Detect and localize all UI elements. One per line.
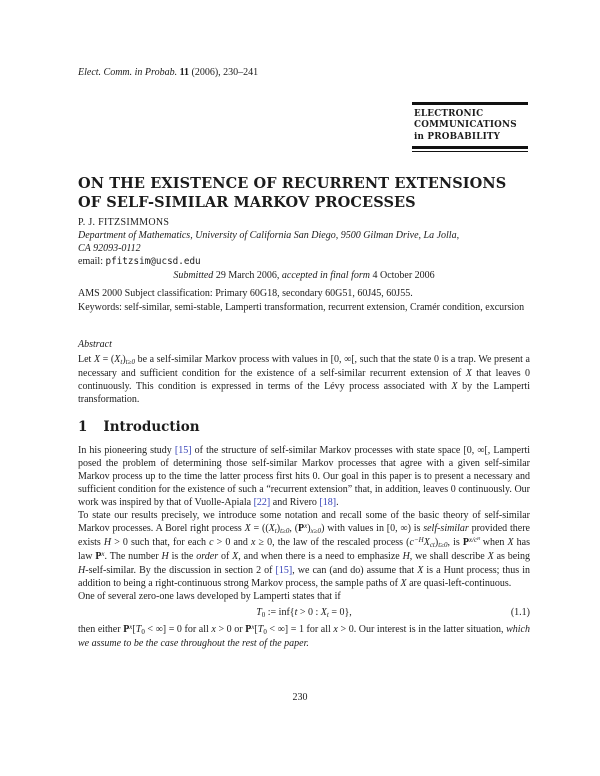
text-run: X <box>320 607 327 618</box>
text-run: by the Lamperti transformation. <box>78 381 530 405</box>
text-run: ) <box>434 537 439 548</box>
text-run: X <box>487 551 494 562</box>
section-heading-introduction <box>78 419 530 435</box>
masthead-line: COMMUNICATIONS <box>414 120 517 130</box>
text-run: = ( <box>100 354 115 365</box>
citation-link[interactable]: [15] <box>275 565 293 576</box>
text-run: has law <box>78 537 531 562</box>
text-run: H <box>78 565 86 576</box>
text-run: Submitted <box>173 270 214 281</box>
equation-label: (1.1) <box>510 607 530 618</box>
text-run: P <box>123 624 130 635</box>
abstract-heading: Abstract <box>78 339 112 350</box>
author-affiliation <box>78 230 530 255</box>
masthead-line: in PROBABILITY <box>414 131 501 142</box>
text-run: ) <box>307 523 311 534</box>
text-run: x <box>251 537 256 548</box>
text-run: −H <box>413 535 424 544</box>
submission-dates <box>78 270 530 281</box>
text-run: > 0. Our interest is in the latter situation, <box>337 624 507 635</box>
text-run: . The number <box>104 551 162 562</box>
text-run: > 0 : <box>297 607 321 618</box>
journal-masthead <box>412 102 528 152</box>
text-run: of <box>218 551 233 562</box>
text-run: c <box>409 537 414 548</box>
text-run: 4 October 2006 <box>369 270 435 281</box>
section-title: Introduction <box>103 419 200 435</box>
text-run: X <box>93 354 101 365</box>
text-run: Elect. Comm. in Probab. <box>78 67 180 78</box>
text-run: when <box>479 537 508 548</box>
text-run: H <box>103 537 112 548</box>
text-run: , is <box>447 537 463 548</box>
text-run: x≥0 <box>310 527 322 535</box>
text-run: X <box>114 354 121 365</box>
text-run: X <box>507 537 514 548</box>
text-run: X <box>423 537 430 548</box>
text-run: and Rivero <box>270 497 320 508</box>
text-run: H <box>161 551 169 562</box>
text-run: t≥0 <box>280 527 290 535</box>
text-run: as being <box>493 551 530 562</box>
text-run: [ <box>254 624 258 635</box>
text-run: X <box>244 523 251 534</box>
page-number: 230 <box>292 692 308 703</box>
text-run: X <box>268 523 275 534</box>
text-run: x <box>211 624 216 635</box>
text-run: < ∞] = 0 for all <box>144 624 212 635</box>
text-run: which we assume to be the case throughout the rest of the paper. <box>78 624 530 649</box>
equation-1-1 <box>78 606 530 621</box>
text-run: ≥ 0, the law of the rescaled process ( <box>255 537 410 548</box>
intro-paragraph-3 <box>78 590 530 603</box>
text-run: ) <box>276 523 281 534</box>
text-run: x <box>251 622 255 631</box>
text-run: P <box>462 537 469 548</box>
section-number: 1 <box>78 419 88 435</box>
text-run: -self-similar. By the discussion in section 2 of <box>85 565 276 576</box>
text-run: X <box>400 578 407 589</box>
text-run: x/cᴴ <box>468 535 480 544</box>
paper-title-line: ON THE EXISTENCE OF RECURRENT EXTENSIONS <box>78 175 507 192</box>
text-run: [ <box>132 624 136 635</box>
equation-body <box>78 606 530 620</box>
text-run: X <box>417 565 424 576</box>
text-run: . <box>336 497 339 508</box>
text-run: P <box>245 624 252 635</box>
text-run: t≥0 <box>438 541 448 549</box>
text-run: 29 March 2006, <box>213 270 282 281</box>
text-run: T <box>256 607 262 618</box>
text-run: accepted in final form <box>281 270 370 281</box>
paper-title-line: OF SELF-SIMILAR MARKOV PROCESSES <box>78 194 416 211</box>
text-run: (2006), 230–241 <box>189 67 259 78</box>
text-run: self-similar <box>423 523 469 534</box>
text-run: t <box>294 607 298 618</box>
text-run: x <box>333 624 338 635</box>
masthead-bottom-thin-rule <box>412 151 528 152</box>
text-run: P <box>95 551 102 562</box>
text-run: that leaves 0 continuously. This condition is expressed in terms of the Lévy process associated with <box>78 368 531 392</box>
author-email: pfitzsim@ucsd.edu <box>105 256 201 267</box>
text-run: of the structure of self-similar Markov processes with state space [0, ∞[, Lamperti posed the problem of determining those self-similar Markov processes that agree with a given self-similar Markov process up to the time the latter process first hits 0. Our goal in this paper is to present a necessary and sufficient condition for the existence of such a “recurrent extension” that, in addition, leaves 0 continuously. Our work was inspired by that of Vuolle-Apiala <box>78 445 531 508</box>
text-run: 0 <box>263 628 267 636</box>
text-run: provided there exists <box>78 523 530 548</box>
text-run: X <box>232 551 239 562</box>
text-run: P <box>298 523 305 534</box>
text-run: > 0 such that, for each <box>111 537 210 548</box>
text-run: > 0 or <box>215 624 246 635</box>
text-run: ) with values in [0, ∞) is <box>321 523 424 534</box>
text-run: x <box>129 622 133 631</box>
intro-paragraph-2 <box>78 509 530 590</box>
text-run: t≥0 <box>125 358 135 366</box>
affiliation-line: Department of Mathematics, University of California San Diego, 9500 Gilman Drive, La Jolla, <box>78 230 460 241</box>
author-name: P. J. FITZSIMMONS <box>78 217 170 228</box>
text-run: Let <box>78 354 94 365</box>
text-run: In his pioneering study <box>78 445 175 456</box>
text-run: t <box>274 527 277 535</box>
text-run: , ( <box>289 523 299 534</box>
introduction-body <box>78 444 530 650</box>
affiliation-line: CA 92093-0112 <box>78 242 141 254</box>
text-run: t <box>326 611 329 619</box>
text-run: t <box>120 358 123 366</box>
masthead-line: ELECTRONIC <box>414 108 484 119</box>
text-run: := inf{ <box>265 607 295 618</box>
citation-link[interactable]: [22] <box>253 497 271 508</box>
ams-classification: AMS 2000 Subject classification: Primary 60G18, secondary 60G51, 60J45, 60J55. <box>78 288 413 299</box>
text-run: One of several zero-one laws developed by Lamperti states that if <box>78 591 341 602</box>
text-run: x <box>101 549 105 558</box>
text-run: , we shall describe <box>409 551 488 562</box>
text-run: is the <box>168 551 197 562</box>
text-run: c <box>209 537 214 548</box>
text-run: 0 <box>261 611 266 619</box>
email-label: email: <box>78 256 106 267</box>
masthead-bottom-rule <box>412 146 528 149</box>
abstract-text <box>78 353 530 406</box>
author-email-line <box>78 256 530 267</box>
text-run: , and when there is a need to emphasize <box>238 551 403 562</box>
text-run: then either <box>78 624 124 635</box>
text-run: is a Hunt process; thus in addition to being a right-continuous strong Markov process, the sample paths of <box>78 565 530 589</box>
text-run: , we can (and do) assume that <box>292 565 418 576</box>
journal-reference <box>78 67 530 78</box>
text-run: > 0 and <box>213 537 252 548</box>
paper-title <box>78 174 530 212</box>
text-run: X <box>465 368 472 379</box>
text-run: ct <box>429 541 435 549</box>
intro-paragraph-4 <box>78 623 530 650</box>
text-run: T <box>135 624 142 635</box>
text-run: H <box>402 551 410 562</box>
text-run: = 0}, <box>328 607 352 618</box>
text-run: are quasi-left-continuous. <box>406 578 512 589</box>
text-run: T <box>257 624 264 635</box>
text-run: 11 <box>179 67 190 78</box>
keywords: Keywords: self-similar, semi-stable, Lamperti transformation, recurrent extension, Cramér condition, excursion <box>78 302 525 313</box>
text-run: order <box>196 551 219 562</box>
intro-paragraph-1 <box>78 444 530 509</box>
text-run: ) <box>122 354 126 365</box>
citation-link[interactable]: [18] <box>319 497 337 508</box>
text-run: 0 <box>141 628 145 636</box>
text-run: x <box>304 521 308 530</box>
citation-link[interactable]: [15] <box>174 445 192 456</box>
text-run: < ∞] = 1 for all <box>266 624 334 635</box>
text-run: = (( <box>250 523 269 534</box>
text-run: To state our results precisely, we introduce some notation and recall some of the basic theory of self-similar Markov processes. A Borel right process <box>78 510 530 534</box>
text-run: be a self-similar Markov process with values in [0, ∞[, such that the state 0 is a trap. We present a necessary and sufficient condition for the existence of a self-similar recurrent extension of <box>78 354 530 379</box>
text-run: X <box>451 381 458 392</box>
